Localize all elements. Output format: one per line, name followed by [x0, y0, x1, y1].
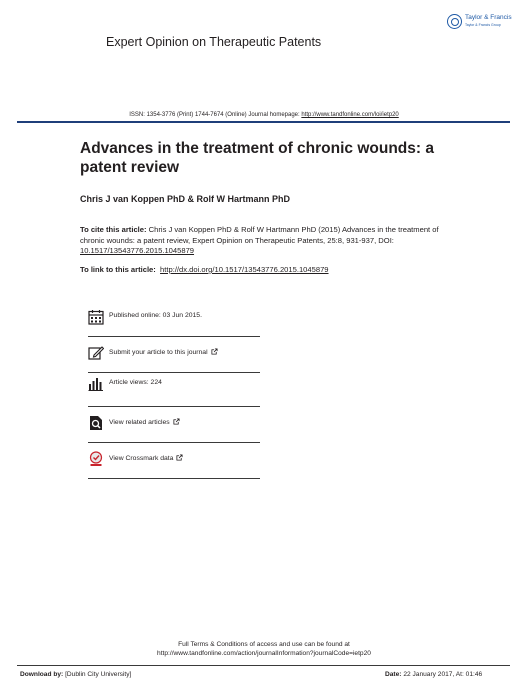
download-label: Download by: — [20, 671, 64, 678]
crossmark-link[interactable] — [109, 454, 183, 462]
related-articles-item[interactable] — [88, 405, 260, 441]
external-link-icon — [211, 348, 218, 355]
authors: Chris J van Koppen PhD & Rolf W Hartmann PhD — [80, 194, 291, 204]
publisher-logo — [447, 12, 519, 34]
related-articles-link[interactable] — [109, 418, 180, 426]
date-label: Date: — [385, 671, 402, 678]
crossmark-icon — [88, 451, 104, 467]
footer-divider — [17, 665, 510, 666]
terms-text: Full Terms & Conditions of access and use can be found at — [178, 641, 350, 648]
article-views-item — [88, 366, 260, 402]
issn-line — [0, 112, 528, 118]
article-link-line — [80, 265, 329, 274]
issn-text: ISSN: 1354-3776 (Print) 1744-7674 (Online) Journal homepage: — [129, 112, 302, 118]
article-link-label: To link to this article: — [80, 265, 156, 274]
download-info — [20, 671, 131, 678]
search-document-icon — [88, 415, 104, 431]
related-articles-text: View related articles — [109, 419, 170, 426]
article-link-url[interactable]: http://dx.doi.org/10.1517/13543776.2015.1045879 — [160, 265, 329, 274]
journal-title: Expert Opinion on Therapeutic Patents — [106, 35, 322, 49]
edit-icon — [88, 345, 104, 361]
external-link-icon — [173, 418, 180, 425]
publisher-name: Taylor & Francis — [465, 14, 512, 21]
external-link-icon — [176, 454, 183, 461]
publisher-logo-icon — [447, 14, 462, 29]
submit-article-text: Submit your article to this journal — [109, 349, 208, 356]
article-title: Advances in the treatment of chronic wounds: a patent review — [80, 140, 434, 176]
citation-doi-link[interactable]: 10.1517/13543776.2015.1045879 — [80, 246, 195, 255]
submit-article-link[interactable] — [109, 348, 218, 356]
divider — [88, 478, 260, 479]
crossmark-item[interactable] — [88, 441, 260, 477]
published-online-item — [88, 299, 260, 335]
terms-url[interactable]: http://www.tandfonline.com/action/journalInformation?journalCode=ietp20 — [157, 650, 371, 657]
terms-footer — [0, 640, 528, 658]
published-online-text: Published online: 03 Jun 2015. — [109, 312, 202, 319]
journal-homepage-link[interactable]: http://www.tandfonline.com/loi/ietp20 — [301, 112, 399, 118]
citation-text: Chris J van Koppen PhD & Rolf W Hartmann PhD (2015) Advances in the treatment of chronic wounds: a patent review, Expert Opinion on Therapeutic Patents, 25:8, 931-937, DOI: — [80, 225, 439, 245]
citation-label: To cite this article: — [80, 225, 147, 234]
bar-chart-icon — [88, 376, 104, 392]
publisher-tagline: Taylor & Francis Group — [465, 23, 501, 27]
header-divider — [17, 121, 510, 123]
date-info — [385, 671, 482, 678]
download-value: [Dublin City University] — [63, 671, 132, 678]
date-value: 22 January 2017, At: 01:46 — [401, 671, 483, 678]
citation — [80, 225, 450, 257]
calendar-icon — [88, 309, 104, 325]
crossmark-text: View Crossmark data — [109, 455, 174, 462]
article-views-text: Article views: 224 — [109, 379, 162, 386]
